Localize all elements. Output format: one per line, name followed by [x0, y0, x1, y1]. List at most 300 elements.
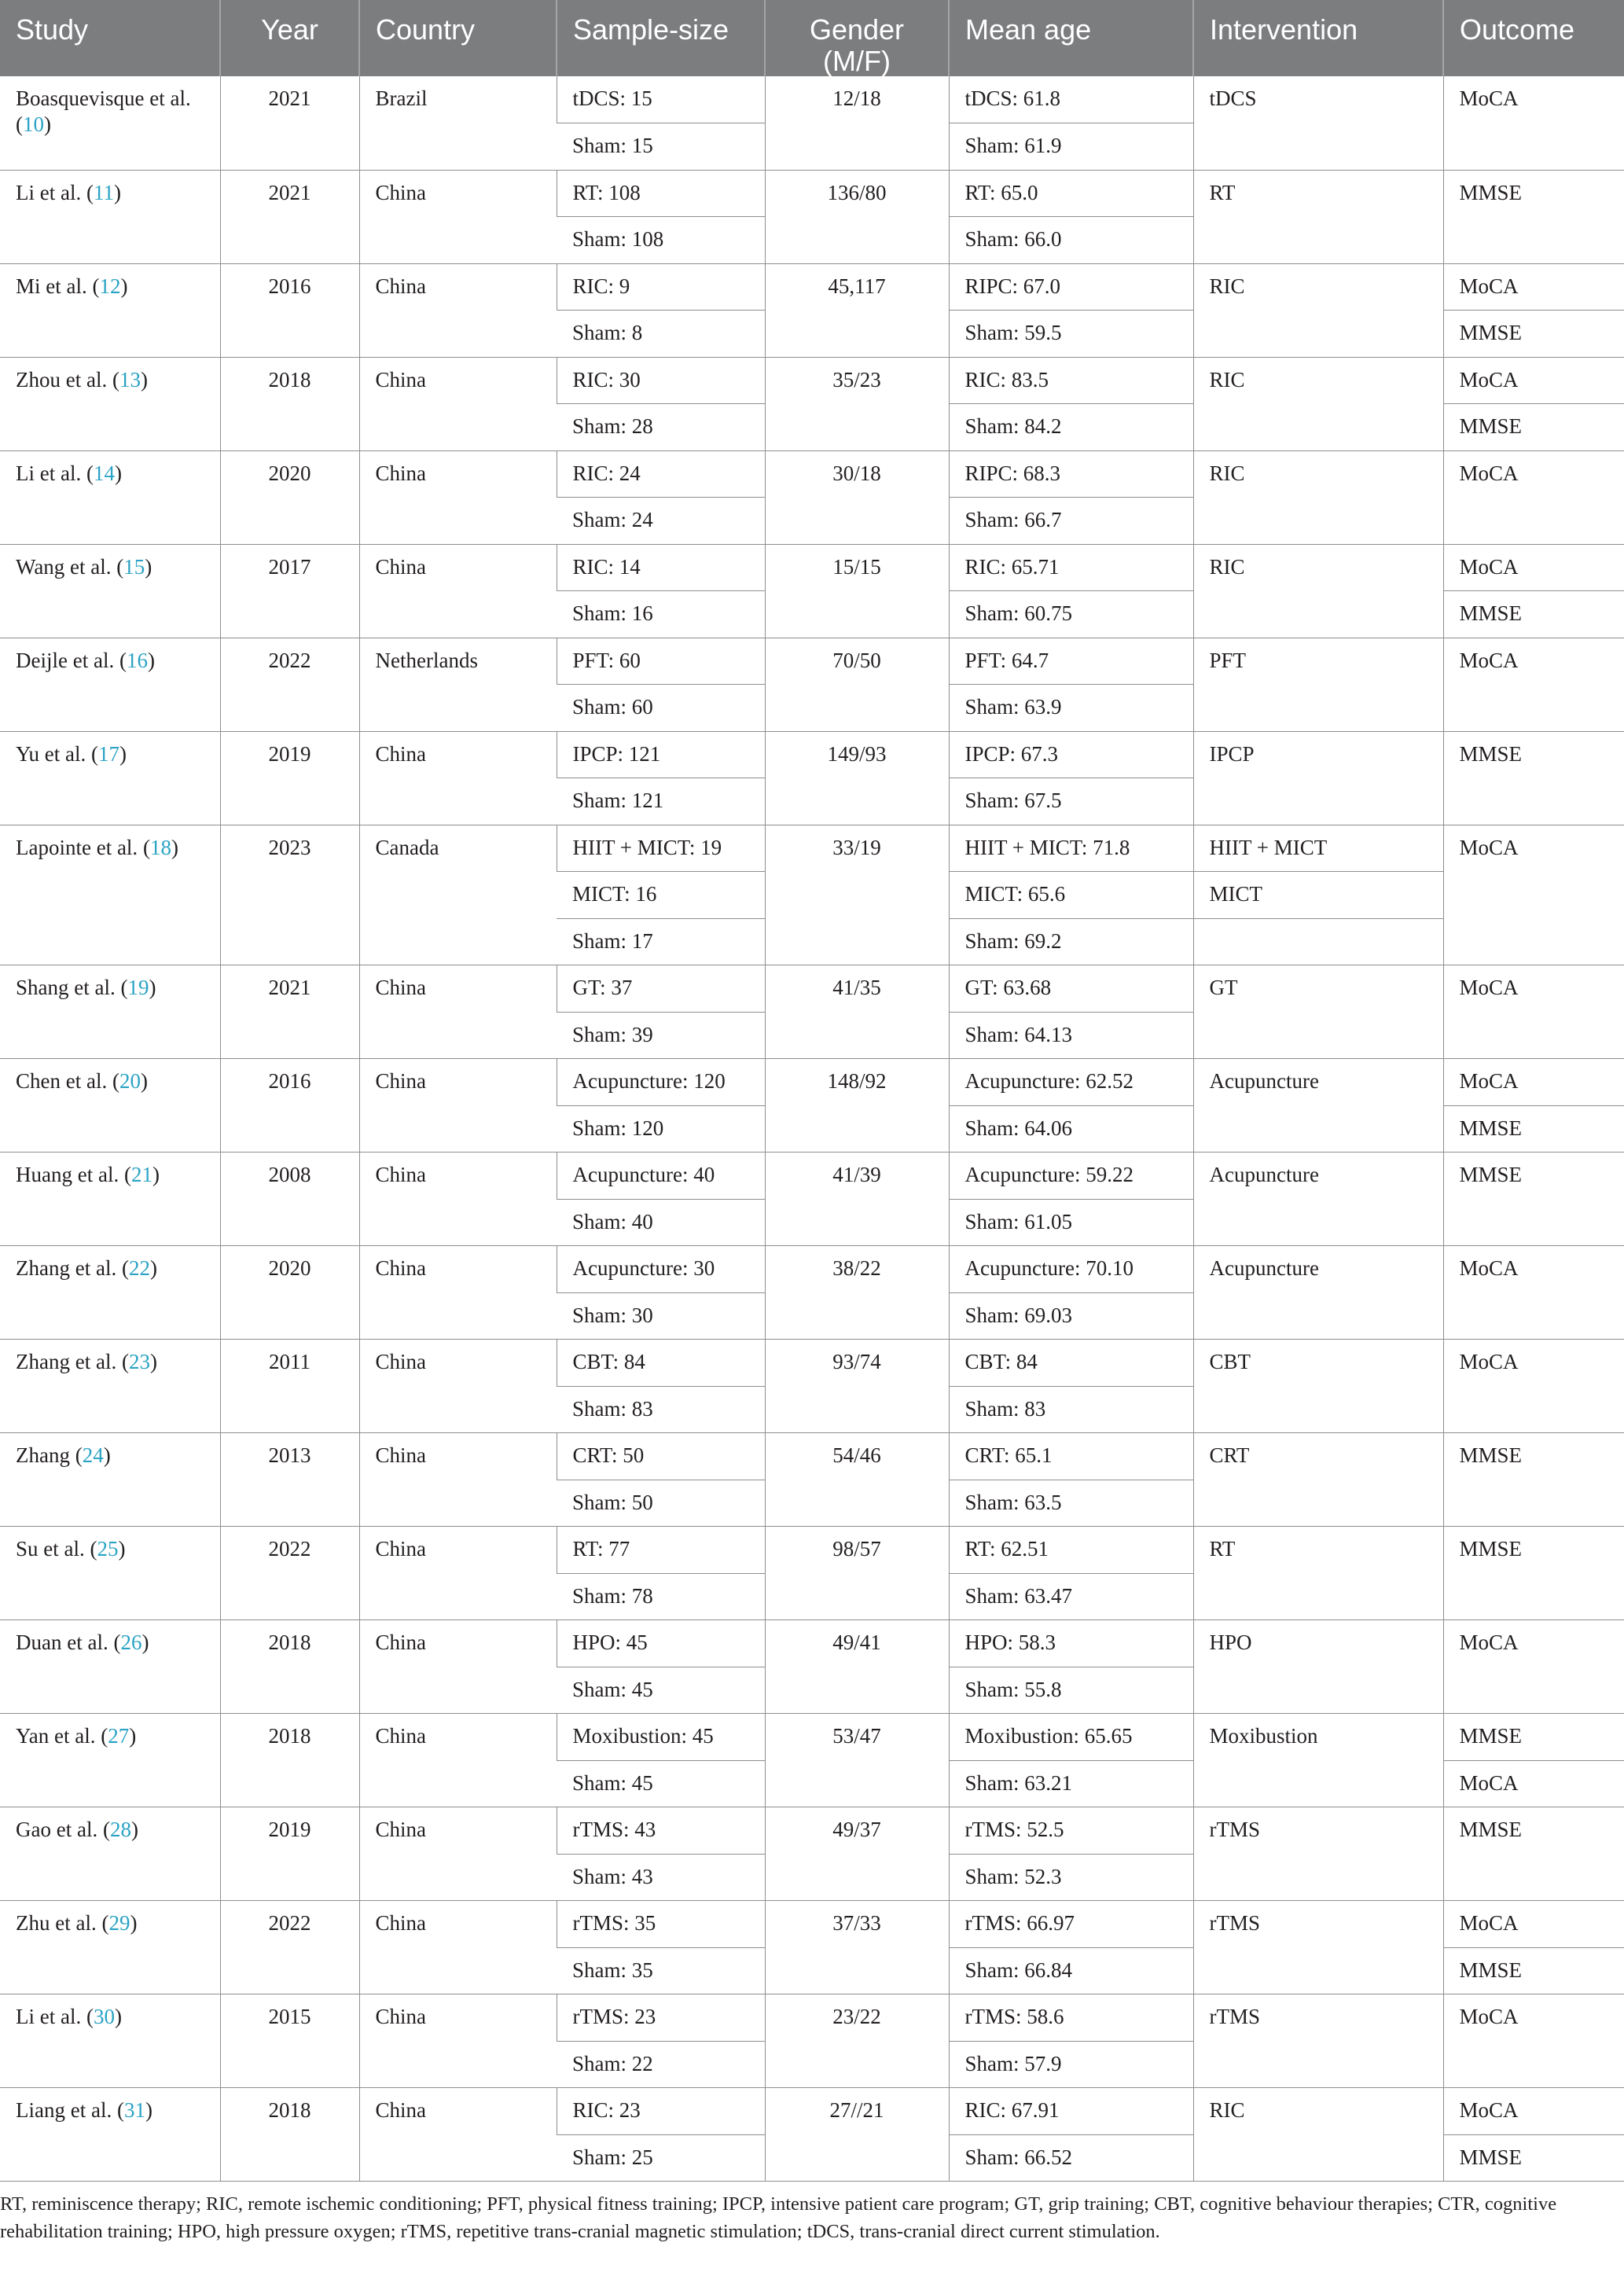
gender-cell: 49/37: [765, 1807, 949, 1901]
country-cell: China: [359, 450, 557, 544]
mean-age-cell: Sham: 67.5: [949, 778, 1193, 825]
reference-link[interactable]: 10: [23, 112, 44, 136]
sample-size-cell: RT: 77: [557, 1527, 765, 1574]
intervention-cell: rTMS: [1193, 1901, 1443, 1994]
intervention-cell: Acupuncture: [1193, 1153, 1443, 1246]
study-author: Deijle et al.: [16, 648, 115, 672]
sample-size-cell: RIC: 30: [557, 357, 765, 404]
reference-link[interactable]: 31: [123, 2098, 145, 2123]
year-cell: 2019: [220, 1807, 359, 1901]
reference-link[interactable]: 24: [82, 1443, 104, 1468]
outcome-cell: MoCA: [1443, 1059, 1624, 1106]
sample-size-cell: Sham: 60: [557, 685, 765, 732]
country-cell: China: [359, 544, 557, 638]
sample-size-cell: Sham: 35: [557, 1947, 765, 1994]
study-cell: Zhang et al. (23): [0, 1340, 220, 1433]
header-intervention: Intervention: [1193, 0, 1443, 76]
study-cell: Zhang et al. (22): [0, 1246, 220, 1340]
mean-age-cell: RIPC: 68.3: [949, 450, 1193, 498]
mean-age-cell: Sham: 83: [949, 1386, 1193, 1433]
country-cell: China: [359, 1433, 557, 1527]
table-row: [0, 1059, 1624, 1106]
study-author: Chen et al.: [16, 1069, 108, 1094]
gender-cell: 93/74: [765, 1340, 949, 1433]
outcome-cell: MoCA: [1443, 1246, 1624, 1340]
study-cell: Li et al. (30): [0, 1994, 220, 2088]
study-author: Huang et al.: [16, 1163, 119, 1187]
sample-size-cell: RIC: 24: [557, 450, 765, 498]
header-study: Study: [0, 0, 220, 76]
intervention-cell: RIC: [1193, 544, 1443, 638]
sample-size-cell: RT: 108: [557, 170, 765, 217]
sample-size-cell: Sham: 17: [557, 918, 765, 965]
mean-age-cell: Sham: 63.9: [949, 685, 1193, 732]
study-cell: Wang et al. (15): [0, 544, 220, 638]
outcome-cell: MoCA: [1443, 544, 1624, 591]
year-cell: 2015: [220, 1994, 359, 2088]
mean-age-cell: GT: 63.68: [949, 965, 1193, 1013]
outcome-cell: MMSE: [1443, 1807, 1624, 1901]
intervention-cell: RT: [1193, 170, 1443, 263]
study-author: Zhang: [16, 1443, 70, 1468]
mean-age-cell: Sham: 63.5: [949, 1480, 1193, 1527]
mean-age-cell: Sham: 84.2: [949, 404, 1193, 451]
mean-age-cell: Sham: 66.52: [949, 2134, 1193, 2182]
study-cell: Liang et al. (31): [0, 2088, 220, 2182]
sample-size-cell: RIC: 23: [557, 2088, 765, 2135]
outcome-cell: MoCA: [1443, 1620, 1624, 1714]
gender-cell: 41/39: [765, 1153, 949, 1246]
reference-link[interactable]: 14: [93, 461, 115, 485]
study-cell: Boasquevisque et al. (10): [0, 76, 220, 170]
mean-age-cell: Sham: 61.05: [949, 1199, 1193, 1246]
mean-age-cell: MICT: 65.6: [949, 872, 1193, 919]
study-author: Shang et al.: [16, 976, 116, 1000]
table-row: [0, 263, 1624, 311]
study-cell: Deijle et al. (16): [0, 638, 220, 731]
gender-cell: 30/18: [765, 450, 949, 544]
mean-age-cell: Sham: 63.21: [949, 1760, 1193, 1807]
mean-age-cell: RT: 65.0: [949, 170, 1193, 217]
header-row: [0, 0, 1624, 76]
outcome-cell: MoCA: [1443, 76, 1624, 170]
year-cell: 2021: [220, 965, 359, 1059]
table-row: [0, 965, 1624, 1013]
outcome-cell: MMSE: [1443, 1105, 1624, 1153]
reference-link[interactable]: 17: [97, 741, 119, 766]
sample-size-cell: Acupuncture: 30: [557, 1246, 765, 1293]
mean-age-cell: Acupuncture: 59.22: [949, 1153, 1193, 1200]
table-body: [0, 76, 1624, 2182]
sample-size-cell: Sham: 39: [557, 1012, 765, 1059]
table-row: [0, 1620, 1624, 1667]
table-row: [0, 170, 1624, 217]
table-row: [0, 731, 1624, 778]
table-row: [0, 76, 1624, 123]
table-row: [0, 1994, 1624, 2042]
table-row: [0, 1433, 1624, 1480]
sample-size-cell: Sham: 40: [557, 1199, 765, 1246]
intervention-cell: Moxibustion: [1193, 1714, 1443, 1807]
study-cell: Zhou et al. (13): [0, 357, 220, 450]
year-cell: 2018: [220, 2088, 359, 2182]
mean-age-cell: RIPC: 67.0: [949, 263, 1193, 311]
gender-cell: 41/35: [765, 965, 949, 1059]
year-cell: 2021: [220, 76, 359, 170]
study-cell: Shang et al. (19): [0, 965, 220, 1059]
outcome-cell: MoCA: [1443, 1760, 1624, 1807]
outcome-cell: MMSE: [1443, 2134, 1624, 2182]
mean-age-cell: rTMS: 66.97: [949, 1901, 1193, 1948]
year-cell: 2011: [220, 1340, 359, 1433]
sample-size-cell: Acupuncture: 120: [557, 1059, 765, 1106]
sample-size-cell: PFT: 60: [557, 638, 765, 685]
country-cell: China: [359, 965, 557, 1059]
sample-size-cell: Sham: 83: [557, 1386, 765, 1433]
reference-link[interactable]: 12: [99, 274, 121, 298]
country-cell: China: [359, 1901, 557, 1994]
intervention-cell: RIC: [1193, 357, 1443, 450]
sample-size-cell: HPO: 45: [557, 1620, 765, 1667]
gender-cell: 148/92: [765, 1059, 949, 1153]
outcome-cell: MoCA: [1443, 2088, 1624, 2135]
sample-size-cell: Sham: 78: [557, 1573, 765, 1620]
gender-cell: 23/22: [765, 1994, 949, 2088]
country-cell: China: [359, 1153, 557, 1246]
study-author: Li et al.: [16, 2005, 82, 2029]
year-cell: 2018: [220, 357, 359, 450]
reference-link[interactable]: 22: [128, 1256, 150, 1281]
study-cell: Li et al. (14): [0, 450, 220, 544]
sample-size-cell: RIC: 14: [557, 544, 765, 591]
year-cell: 2013: [220, 1433, 359, 1527]
table-row: [0, 1340, 1624, 1387]
country-cell: China: [359, 1340, 557, 1433]
intervention-cell: RIC: [1193, 263, 1443, 357]
mean-age-cell: Sham: 59.5: [949, 311, 1193, 358]
outcome-cell: MoCA: [1443, 263, 1624, 311]
study-cell: Li et al. (11): [0, 170, 220, 263]
mean-age-cell: HIIT + MICT: 71.8: [949, 825, 1193, 872]
sample-size-cell: Sham: 121: [557, 778, 765, 825]
study-author: Wang et al.: [16, 554, 112, 579]
country-cell: China: [359, 1714, 557, 1807]
intervention-cell: RIC: [1193, 450, 1443, 544]
header-gender: Gender (M/F): [765, 0, 949, 76]
mean-age-cell: Sham: 64.13: [949, 1012, 1193, 1059]
outcome-cell: MoCA: [1443, 1901, 1624, 1948]
sample-size-cell: HIIT + MICT: 19: [557, 825, 765, 872]
country-cell: China: [359, 357, 557, 450]
sample-size-cell: Sham: 43: [557, 1854, 765, 1901]
study-author: Gao et al.: [16, 1818, 98, 1842]
sample-size-cell: Sham: 28: [557, 404, 765, 451]
intervention-cell: HIIT + MICT: [1193, 825, 1443, 872]
mean-age-cell: Sham: 66.0: [949, 217, 1193, 264]
table-row: [0, 357, 1624, 404]
reference-link[interactable]: 15: [123, 554, 145, 579]
sample-size-cell: Sham: 16: [557, 591, 765, 638]
sample-size-cell: MICT: 16: [557, 872, 765, 919]
reference-link[interactable]: 16: [126, 648, 148, 672]
study-cell: Yan et al. (27): [0, 1714, 220, 1807]
gender-cell: 35/23: [765, 357, 949, 450]
mean-age-cell: Sham: 69.2: [949, 918, 1193, 965]
study-cell: Lapointe et al. (18): [0, 825, 220, 965]
study-author: Yan et al.: [16, 1724, 96, 1748]
mean-age-cell: tDCS: 61.8: [949, 76, 1193, 123]
mean-age-cell: Sham: 64.06: [949, 1105, 1193, 1153]
study-author: Zhang et al.: [16, 1256, 117, 1281]
outcome-cell: MoCA: [1443, 825, 1624, 965]
header-year: Year: [220, 0, 359, 76]
outcome-cell: MMSE: [1443, 591, 1624, 638]
mean-age-cell: Sham: 66.84: [949, 1947, 1193, 1994]
year-cell: 2018: [220, 1620, 359, 1714]
outcome-cell: MMSE: [1443, 1947, 1624, 1994]
country-cell: China: [359, 263, 557, 357]
outcome-cell: MoCA: [1443, 1340, 1624, 1433]
table-row: [0, 825, 1624, 872]
intervention-cell: tDCS: [1193, 76, 1443, 170]
year-cell: 2020: [220, 1246, 359, 1340]
year-cell: 2016: [220, 1059, 359, 1153]
study-cell: Chen et al. (20): [0, 1059, 220, 1153]
year-cell: 2018: [220, 1714, 359, 1807]
outcome-cell: MMSE: [1443, 1714, 1624, 1761]
country-cell: Brazil: [359, 76, 557, 170]
outcome-cell: MoCA: [1443, 965, 1624, 1059]
table-row: [0, 544, 1624, 591]
reference-link[interactable]: 27: [108, 1724, 130, 1748]
header-sample-size: Sample-size: [557, 0, 765, 76]
mean-age-cell: Sham: 55.8: [949, 1667, 1193, 1714]
year-cell: 2021: [220, 170, 359, 263]
reference-link[interactable]: 18: [149, 835, 171, 859]
mean-age-cell: IPCP: 67.3: [949, 731, 1193, 778]
year-cell: 2019: [220, 731, 359, 825]
sample-size-cell: Sham: 25: [557, 2134, 765, 2182]
study-cell: Yu et al. (17): [0, 731, 220, 825]
intervention-cell: Acupuncture: [1193, 1059, 1443, 1153]
sample-size-cell: CBT: 84: [557, 1340, 765, 1387]
gender-cell: 149/93: [765, 731, 949, 825]
mean-age-cell: Sham: 60.75: [949, 591, 1193, 638]
mean-age-cell: HPO: 58.3: [949, 1620, 1193, 1667]
mean-age-cell: PFT: 64.7: [949, 638, 1193, 685]
year-cell: 2022: [220, 1901, 359, 1994]
sample-size-cell: Sham: 8: [557, 311, 765, 358]
study-author: Zhou et al.: [16, 367, 108, 392]
study-author: Yu et al.: [16, 741, 86, 766]
reference-link[interactable]: 13: [119, 367, 141, 392]
reference-link[interactable]: 11: [93, 180, 114, 204]
intervention-cell: HPO: [1193, 1620, 1443, 1714]
outcome-cell: MMSE: [1443, 731, 1624, 825]
study-author: Li et al.: [16, 180, 82, 204]
mean-age-cell: RT: 62.51: [949, 1527, 1193, 1574]
sample-size-cell: GT: 37: [557, 965, 765, 1013]
mean-age-cell: Sham: 52.3: [949, 1854, 1193, 1901]
sample-size-cell: Sham: 50: [557, 1480, 765, 1527]
intervention-cell: CBT: [1193, 1340, 1443, 1433]
sample-size-cell: Sham: 24: [557, 498, 765, 545]
outcome-cell: MoCA: [1443, 1994, 1624, 2088]
gender-cell: 38/22: [765, 1246, 949, 1340]
country-cell: China: [359, 731, 557, 825]
intervention-cell: CRT: [1193, 1433, 1443, 1527]
outcome-cell: MMSE: [1443, 311, 1624, 358]
header-outcome: Outcome: [1443, 0, 1624, 76]
gender-cell: 15/15: [765, 544, 949, 638]
country-cell: China: [359, 1994, 557, 2088]
country-cell: China: [359, 170, 557, 263]
table-row: [0, 1901, 1624, 1948]
country-cell: Netherlands: [359, 638, 557, 731]
reference-link[interactable]: 30: [93, 2005, 115, 2029]
year-cell: 2016: [220, 263, 359, 357]
reference-link[interactable]: 19: [127, 976, 149, 1000]
mean-age-cell: rTMS: 58.6: [949, 1994, 1193, 2042]
intervention-cell: RT: [1193, 1527, 1443, 1620]
sample-size-cell: Sham: 45: [557, 1760, 765, 1807]
year-cell: 2020: [220, 450, 359, 544]
reference-link[interactable]: 29: [108, 1911, 130, 1936]
mean-age-cell: Sham: 66.7: [949, 498, 1193, 545]
gender-cell: 12/18: [765, 76, 949, 170]
country-cell: China: [359, 1807, 557, 1901]
mean-age-cell: RIC: 67.91: [949, 2088, 1193, 2135]
intervention-cell: Acupuncture: [1193, 1246, 1443, 1340]
sample-size-cell: Moxibustion: 45: [557, 1714, 765, 1761]
gender-cell: 98/57: [765, 1527, 949, 1620]
table-footnote: RT, reminiscence therapy; RIC, remote ischemic conditioning; PFT, physical fitness training; IPCP, intensive patient care program; GT, grip training; CBT, cognitive behaviour therapies; CTR, cognitive rehabilitation training; HPO, high pressure oxygen; rTMS, repetitive trans-cranial magnetic stimulation; tDCS, trans-cranial direct current stimulation.: [0, 2193, 1557, 2242]
study-cell: Zhang (24): [0, 1433, 220, 1527]
country-cell: Canada: [359, 825, 557, 965]
table-row: [0, 1153, 1624, 1200]
gender-cell: 45,117: [765, 263, 949, 357]
sample-size-cell: rTMS: 43: [557, 1807, 765, 1855]
sample-size-cell: rTMS: 35: [557, 1901, 765, 1948]
sample-size-cell: rTMS: 23: [557, 1994, 765, 2042]
study-cell: Su et al. (25): [0, 1527, 220, 1620]
intervention-cell: GT: [1193, 965, 1443, 1059]
intervention-cell: rTMS: [1193, 1807, 1443, 1901]
study-author: Lapointe et al.: [16, 835, 138, 859]
sample-size-cell: Sham: 108: [557, 217, 765, 264]
header-mean-age: Mean age: [949, 0, 1193, 76]
reference-link[interactable]: 26: [120, 1630, 142, 1655]
intervention-cell: MICT: [1193, 872, 1443, 919]
sample-size-cell: Sham: 120: [557, 1105, 765, 1153]
study-cell: Gao et al. (28): [0, 1807, 220, 1901]
country-cell: China: [359, 1620, 557, 1714]
study-author: Su et al.: [16, 1537, 85, 1561]
gender-cell: 27//21: [765, 2088, 949, 2182]
outcome-cell: MoCA: [1443, 357, 1624, 404]
table-row: [0, 2088, 1624, 2135]
gender-cell: 53/47: [765, 1714, 949, 1807]
outcome-cell: MMSE: [1443, 404, 1624, 451]
outcome-cell: MMSE: [1443, 1433, 1624, 1527]
sample-size-cell: CRT: 50: [557, 1433, 765, 1480]
gender-cell: 136/80: [765, 170, 949, 263]
intervention-cell: rTMS: [1193, 1994, 1443, 2088]
mean-age-cell: CBT: 84: [949, 1340, 1193, 1387]
mean-age-cell: rTMS: 52.5: [949, 1807, 1193, 1855]
sample-size-cell: Sham: 15: [557, 123, 765, 171]
outcome-cell: MoCA: [1443, 638, 1624, 731]
reference-link[interactable]: 23: [128, 1350, 150, 1374]
table-row: [0, 1807, 1624, 1855]
study-cell: Duan et al. (26): [0, 1620, 220, 1714]
gender-cell: 70/50: [765, 638, 949, 731]
country-cell: China: [359, 2088, 557, 2182]
study-author: Li et al.: [16, 461, 82, 485]
mean-age-cell: RIC: 65.71: [949, 544, 1193, 591]
table-row: [0, 1714, 1624, 1761]
study-author: Liang et al.: [16, 2098, 112, 2123]
study-author: Boasquevisque et al.: [16, 86, 191, 111]
gender-cell: 54/46: [765, 1433, 949, 1527]
reference-link[interactable]: 21: [130, 1163, 152, 1187]
mean-age-cell: RIC: 83.5: [949, 357, 1193, 404]
sample-size-cell: Sham: 45: [557, 1667, 765, 1714]
study-cell: Huang et al. (21): [0, 1153, 220, 1246]
study-author: Zhu et al.: [16, 1911, 97, 1936]
year-cell: 2008: [220, 1153, 359, 1246]
sample-size-cell: RIC: 9: [557, 263, 765, 311]
table-row: [0, 638, 1624, 685]
intervention-cell: [1193, 918, 1443, 965]
mean-age-cell: Moxibustion: 65.65: [949, 1714, 1193, 1761]
study-cell: Zhu et al. (29): [0, 1901, 220, 1994]
table-row: [0, 1246, 1624, 1293]
outcome-cell: MMSE: [1443, 1527, 1624, 1620]
country-cell: China: [359, 1527, 557, 1620]
sample-size-cell: Acupuncture: 40: [557, 1153, 765, 1200]
study-cell: Mi et al. (12): [0, 263, 220, 357]
gender-cell: 49/41: [765, 1620, 949, 1714]
outcome-cell: MoCA: [1443, 450, 1624, 544]
mean-age-cell: Sham: 61.9: [949, 123, 1193, 171]
sample-size-cell: Sham: 30: [557, 1292, 765, 1340]
intervention-cell: PFT: [1193, 638, 1443, 731]
intervention-cell: IPCP: [1193, 731, 1443, 825]
country-cell: China: [359, 1246, 557, 1340]
mean-age-cell: Sham: 63.47: [949, 1573, 1193, 1620]
year-cell: 2017: [220, 544, 359, 638]
year-cell: 2022: [220, 1527, 359, 1620]
sample-size-cell: IPCP: 121: [557, 731, 765, 778]
year-cell: 2022: [220, 638, 359, 731]
outcome-cell: MMSE: [1443, 170, 1624, 263]
reference-link[interactable]: 25: [97, 1537, 119, 1561]
study-author: Duan et al.: [16, 1630, 108, 1655]
gender-cell: 33/19: [765, 825, 949, 965]
study-author: Mi et al.: [16, 274, 87, 298]
gender-cell: 37/33: [765, 1901, 949, 1994]
year-cell: 2023: [220, 825, 359, 965]
study-author: Zhang et al.: [16, 1350, 117, 1374]
country-cell: China: [359, 1059, 557, 1153]
table-row: [0, 1527, 1624, 1574]
reference-link[interactable]: 20: [119, 1069, 141, 1094]
intervention-cell: RIC: [1193, 2088, 1443, 2182]
table-row: [0, 450, 1624, 498]
mean-age-cell: Sham: 57.9: [949, 2041, 1193, 2088]
reference-link[interactable]: 28: [109, 1818, 131, 1842]
